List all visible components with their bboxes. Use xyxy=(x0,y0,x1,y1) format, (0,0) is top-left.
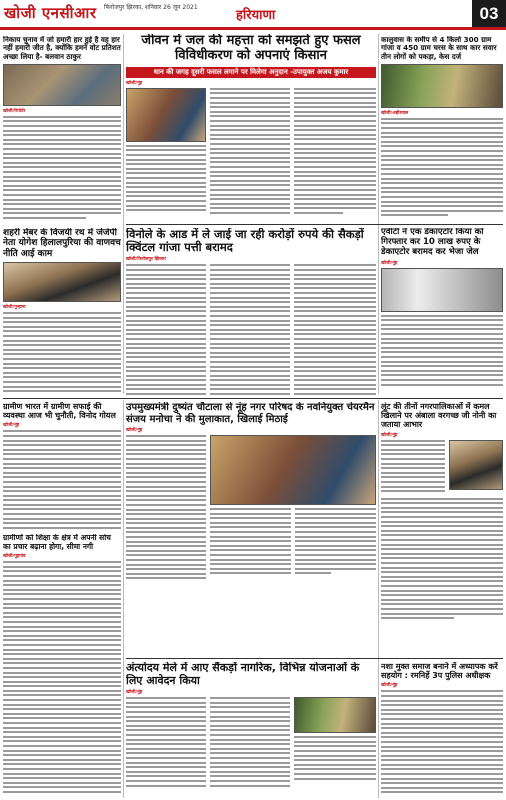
byline: खोजी/गुड़गांव xyxy=(3,554,26,560)
byline: खोजी/अहीरवाल xyxy=(381,110,409,116)
body-text xyxy=(210,264,290,396)
story-left-lower xyxy=(3,402,121,530)
body-text xyxy=(294,88,376,217)
body-text xyxy=(295,508,376,577)
story-photo xyxy=(294,697,376,733)
headline: ग्रामीण भारत में ग्रामीण सफाई की व्यवस्था आज भी चुनौती, विनोद गोयल xyxy=(3,402,116,421)
byline: खोजी/नूंह xyxy=(3,423,20,429)
body-text xyxy=(126,264,206,396)
body-text xyxy=(3,116,121,219)
body-text xyxy=(294,264,376,396)
story-left-mid xyxy=(3,228,121,394)
headline: शहरी मेंबर के विजयी रथ में जेजेपी नेता योगेश हिलालपुरिया की वाणवच नीति आई काम xyxy=(3,228,121,259)
story-photo xyxy=(126,88,206,142)
story-left-top xyxy=(3,36,121,226)
body-text xyxy=(381,498,503,619)
column-rule xyxy=(123,400,124,798)
section-rule xyxy=(3,398,503,399)
story-left-lower-2 xyxy=(3,534,121,796)
story-photo xyxy=(381,64,503,108)
headline: नशा मुक्त समाज बनाने में अध्यापक करें सहयोग : रमनिर्हे 3प पुलिस अधीक्षक xyxy=(381,662,498,681)
headline: निकाय चुनाव में जो हमारी हार हुई है वह हार नहीं हमारी जीत है, क्योंकि हमने वोट प्रतिशत अच्छा लिया है- बलवान ठाकुर xyxy=(3,36,121,61)
column-rule xyxy=(378,34,379,394)
headline: लूंट की तीनों नगरपालिकाओं में कमल खिलाने पर अंबाला वरगच्छ जी नोनी का जताया आभार xyxy=(381,402,497,430)
body-text xyxy=(381,690,503,793)
body-text xyxy=(381,315,503,386)
byline: खोजी/फिरोजपुर झिरका xyxy=(126,257,166,263)
byline: खोजी/नूंह xyxy=(126,690,143,696)
headline: ग्रामीणों को शिक्षा के क्षेत्र में अपनी सोच का प्रचार बढ़ाना होगा, सीमा नगी xyxy=(3,534,111,551)
headline: अंत्योदय मेले में आए सैंकड़ों नागरिक, विभिन्न योजनाओं के लिए आवेदन किया xyxy=(126,662,360,687)
body-text xyxy=(210,508,291,577)
subheadline-banner: धान की जगह दूसरी फसल लगाने पर मिलेगा अनुदान -उपायुक्त अजय कुमार xyxy=(126,67,376,78)
issue-date: फिरोजपुर झिरका, शनिवार 26 जून 2021 xyxy=(104,4,198,11)
body-text xyxy=(294,736,376,779)
masthead xyxy=(0,0,506,30)
headline: उपमुख्यमंत्री दुष्यंत चौटाला से नूंह नगर परिषद के नवनियुक्त चेयरमैन संजय मनोचा ने की मुलाकात, खिलाई मिठाई xyxy=(126,402,375,425)
body-text xyxy=(210,88,290,217)
section-rule xyxy=(126,224,503,225)
story-photo xyxy=(210,435,376,505)
section-rule xyxy=(126,658,503,659)
story-center-mid xyxy=(126,228,376,396)
column-rule xyxy=(378,400,379,798)
story-right-top xyxy=(381,36,503,226)
headline: विनोले के आड में ले जाई जा रही करोड़ों रुपये की सैकड़ों क्विंटल गांजा पत्ती बरामद xyxy=(126,228,364,255)
headline: जीवन में जल की महत्ता को समझते हुए फसल विविधीकरण को अपनाएं किसान xyxy=(141,34,361,63)
section-title: हरियाणा xyxy=(236,8,276,23)
byline: खोजी/नूंह xyxy=(381,683,398,689)
story-lead xyxy=(126,34,376,220)
body-text xyxy=(126,145,206,211)
column-rule xyxy=(123,34,124,394)
newspaper-logo: खोजी एनसीआर xyxy=(4,4,97,22)
byline: खोजी/नूंह xyxy=(381,432,398,438)
byline: खोजी/नूंह xyxy=(126,428,143,433)
headline: कालुवास के समीप से 4 किलो 300 ग्राम गांजा व 450 ग्राम चरस के साथ कार सवार तीन लोगों को पकड़ा, केस दर्ज xyxy=(381,36,497,61)
story-bottom-right xyxy=(381,662,503,796)
body-text xyxy=(3,561,121,796)
story-right-lower xyxy=(381,402,503,654)
body-text xyxy=(126,697,206,789)
story-photo xyxy=(381,268,503,312)
story-photo xyxy=(449,440,503,490)
page-number: 03 xyxy=(472,0,506,27)
body-text xyxy=(3,430,121,528)
story-photo xyxy=(3,262,121,302)
story-photo xyxy=(3,64,121,106)
byline: खोजी/पुन्हाना xyxy=(3,305,26,311)
body-text xyxy=(3,312,121,394)
story-right-mid xyxy=(381,228,503,396)
body-text xyxy=(210,697,290,789)
byline: खोजी/नूंह xyxy=(381,260,398,266)
body-text xyxy=(381,118,503,216)
byline: खोजी/रिपोर्टर xyxy=(3,108,26,114)
headline: एवीटी ने एक डेकाएटोर किया को गिरफ्तार कर 10 लाख रुपए के डेकाएटोर बरामद कर भेजा जेल xyxy=(381,228,484,257)
body-text xyxy=(381,440,445,495)
story-center-lower xyxy=(126,402,376,654)
body-text xyxy=(126,435,206,582)
byline: खोजी/नूंह xyxy=(126,80,143,86)
story-bottom-center xyxy=(126,662,376,796)
